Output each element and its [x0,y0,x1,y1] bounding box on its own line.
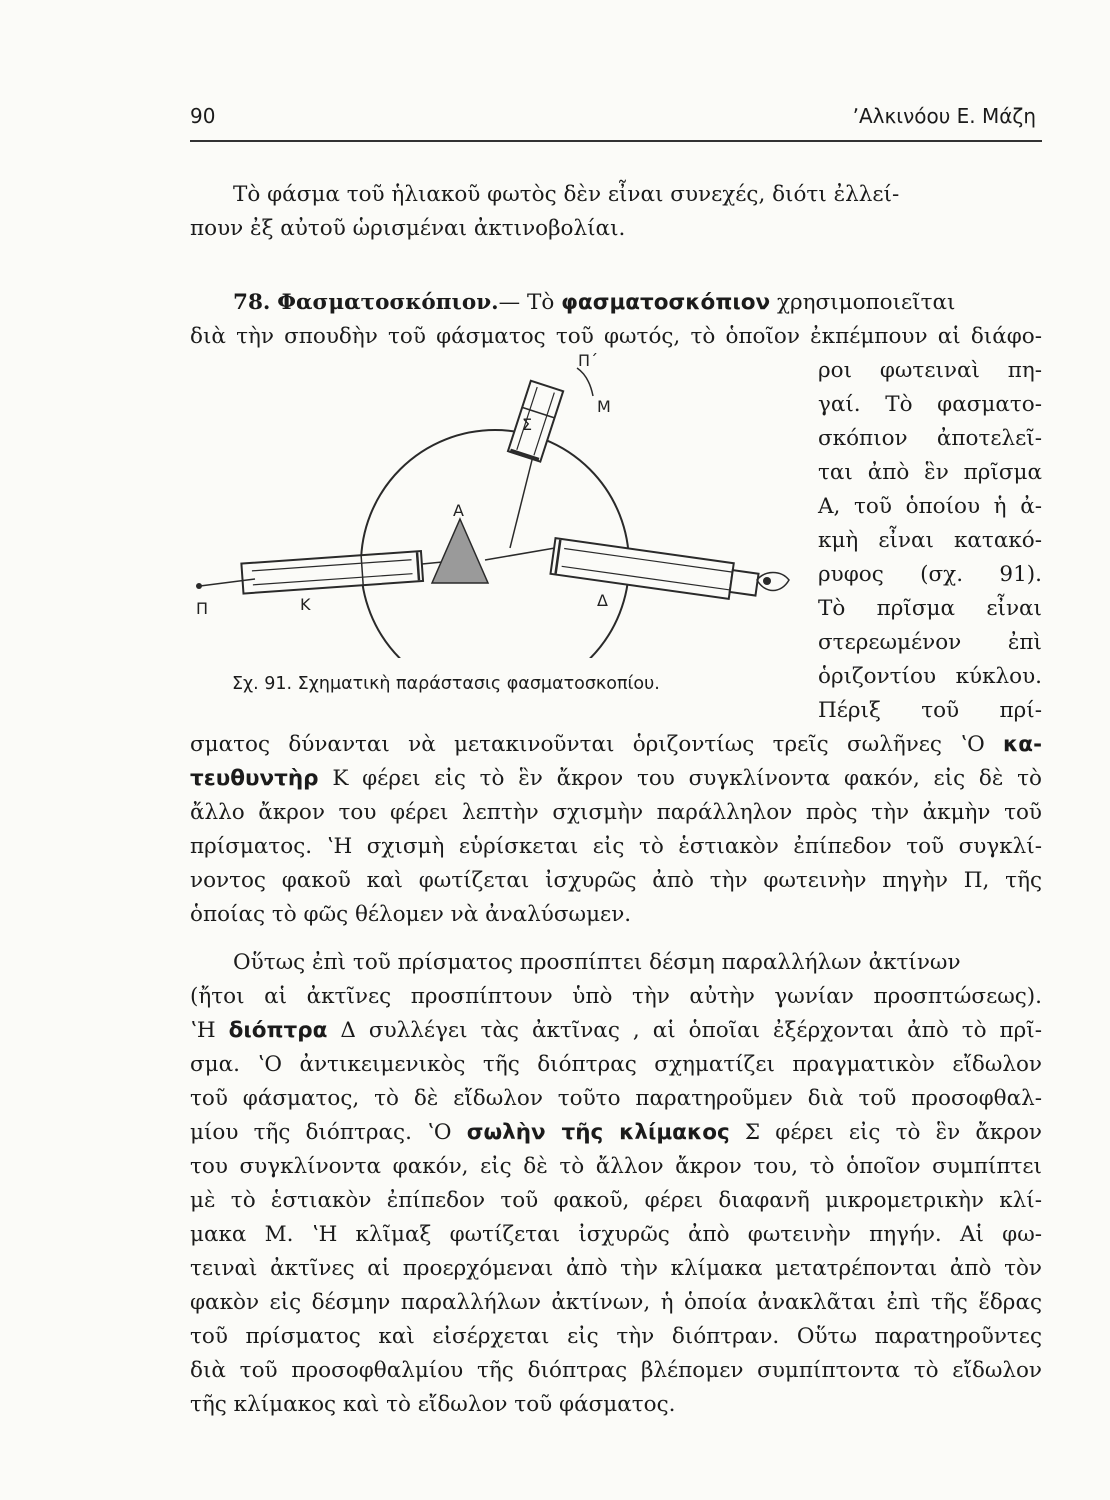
refracted-ray [485,548,555,560]
intro-line: Τὸ φάσμα τοῦ ἡλιακοῦ φωτὸς δὲν εἶναι συνεχές, διότι ἐλλεί- [233,182,900,207]
side-line: ὁριζοντίου κύκλου. [818,664,1042,689]
label-alpha: Α [453,501,464,520]
scale-arc [577,368,593,396]
body-line: μακα Μ. ʽΗ κλῖμαξ φωτίζεται ἰσχυρῶς ἀπὸ φωτεινὴν πηγήν. Αἱ φω- [190,1222,1042,1247]
figure-caption: Σχ. 91. Σχηματικὴ παράστασις φασματοσκοπίου. [232,674,660,694]
side-line: Α, τοῦ ὁποίου ἡ ἀ- [818,494,1042,519]
eye-pupil-icon [763,577,771,585]
body-line: Οὕτως ἐπὶ τοῦ πρίσματος προσπίπτει δέσμη παραλλήλων ἀκτίνων [233,950,961,975]
telescope-tube [550,538,759,602]
body-line: διὰ τοῦ προσοφθαλμίου τῆς διόπτρας βλέπομεν συμπίπτοντα τὸ εἴδωλον [190,1358,1042,1383]
body-line: ʽΗ διόπτρα Δ συλλέγει τὰς ἀκτῖνας , αἱ ὁποῖαι ἐξέρχονται ἀπὸ τὸ πρῖ- [190,1018,1042,1043]
body-line: ὁποίας τὸ φῶς θέλομεν νὰ ἀναλύσωμεν. [190,902,632,927]
body-line: τοῦ φάσματος, τὸ δὲ εἴδωλον τοῦτο παρατηροῦμεν διὰ τοῦ προσοφθαλ- [190,1086,1042,1111]
label-pi-prime: Π΄ [578,351,599,370]
body-line: τοῦ πρίσματος καὶ εἰσέρχεται εἰς τὴν διόπτραν. Οὕτω παρατηροῦντες [190,1324,1042,1349]
side-line: Πέριξ τοῦ πρί- [818,698,1042,723]
body-line: (ἤτοι αἱ ἀκτῖνες προσπίπτουν ὑπὸ τὴν αὐτὴν γωνίαν προσπτώσεως). [190,984,1042,1009]
label-m: Μ [597,397,611,416]
side-line: ται ἀπὸ ἓν πρῖσμα [818,460,1042,485]
side-line: στερεωμένον ἐπὶ [818,630,1042,655]
label-delta: Δ [597,591,608,610]
section-term: φασματοσκόπιον [561,290,771,315]
section-title: Φασματοσκόπιον. [277,290,499,315]
running-head: ʼΑλκινόου Ε. Μάζη [852,104,1036,128]
label-pi: Π [196,599,209,618]
section-dash: — Τὸ [498,290,562,315]
intro-line: πουν ἐξ αὐτοῦ ὡρισμέναι ἀκτινοβολίαι. [190,216,626,241]
body-line: μίου τῆς διόπτρας. ʽΟ σωλὴν τῆς κλίμακος Σ φέρει εἰς τὸ ἓν ἄκρον [190,1120,1042,1145]
side-line: σκόπιον ἀποτελεῖ- [818,426,1042,451]
body-line: τῆς κλίμακος καὶ τὸ εἴδωλον τοῦ φάσματος. [190,1392,676,1417]
body-line: φακὸν εἰς δέσμην παραλλήλων ἀκτίνων, ἡ ὁποία ἀνακλᾶται ἐπὶ τῆς ἕδρας [190,1290,1042,1315]
body-line: μὲ τὸ ἑστιακὸν ἐπίπεδον τοῦ φακοῦ, φέρει διαφανῆ μικρομετρικὴν κλί- [190,1188,1042,1213]
scale-tube [508,381,563,462]
body-line: τευθυντὴρ Κ φέρει εἰς τὸ ἓν ἄκρον του συγκλίνοντα φακόν, εἰς δὲ τὸ [190,766,1042,791]
section-line1-rest: χρησιμοποιεῖται [770,290,956,315]
side-line: Τὸ πρῖσμα εἶναι [818,596,1042,621]
side-line: ροι φωτειναὶ πη- [818,358,1042,383]
spectroscope-figure [185,348,805,658]
body-line: πρίσματος. ʽΗ σχισμὴ εὑρίσκεται εἰς τὸ ἑστιακὸν ἐπίπεδον τοῦ συγκλί- [190,834,1042,859]
page-header [190,104,1042,142]
section-heading [233,286,1042,320]
section-line: διὰ τὴν σπουδὴν τοῦ φάσματος τοῦ φωτός, τὸ ὁποῖον ἐκπέμπουν αἱ διάφο- [190,324,1042,349]
eye-icon [757,573,789,591]
label-sigma: Σ [522,415,533,434]
side-line: ρυφος (σχ. 91). [818,562,1042,587]
collimator-tube [241,551,423,593]
scale-ray [510,456,533,548]
prism-triangle [432,519,488,583]
side-line: γαί. Τὸ φασματο- [818,392,1042,417]
body-line: του συγκλίνοντα φακόν, εἰς δὲ τὸ ἄλλον ἄκρον του, τὸ ὁποῖον συμπίπτει [190,1154,1042,1179]
side-line: κμὴ εἶναι κατακό- [818,528,1042,553]
source-point [196,583,202,589]
body-line: σματος δύνανται νὰ μετακινοῦνται ὁριζοντίως τρεῖς σωλῆνες ʽΟ κα- [190,732,1042,757]
page-number: 90 [190,104,216,128]
body-line: νοντος φακοῦ καὶ φωτίζεται ἰσχυρῶς ἀπὸ τὴν φωτεινὴν πηγὴν Π, τῆς [190,868,1042,893]
label-kappa: Κ [300,595,311,614]
body-line: ἄλλο ἄκρον του φέρει λεπτὴν σχισμὴν παράλληλον πρὸς τὴν ἀκμὴν τοῦ [190,800,1042,825]
section-number: 78. [233,290,271,315]
body-line: σμα. ʽΟ ἀντικειμενικὸς τῆς διόπτρας σχηματίζει πραγματικὸν εἴδωλον [190,1052,1042,1077]
body-line: τειναὶ ἀκτῖνες αἱ προερχόμεναι ἀπὸ τὴν κλίμακα μετατρέπονται ἀπὸ τὸν [190,1256,1042,1281]
